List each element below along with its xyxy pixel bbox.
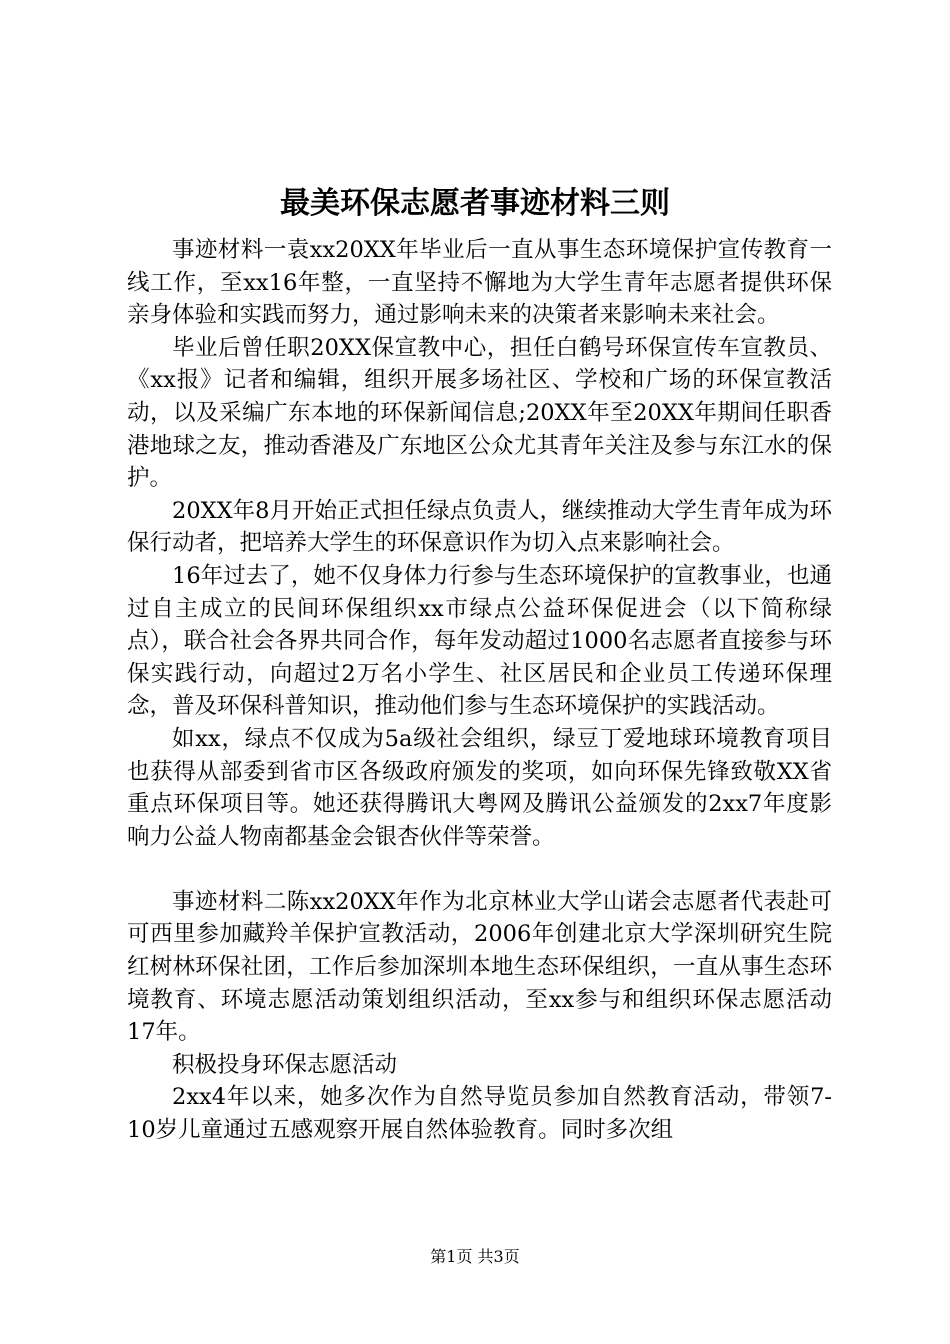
paragraph: 事迹材料一袁xx20XX年毕业后一直从事生态环境保护宣传教育一线工作，至xx16年整，一直坚持不懈地为大学生青年志愿者提供环保亲身体验和实践而努力，通过影响未来的决策者来影响未来社会。 <box>127 237 832 329</box>
page-footer: 第1页 共3页 <box>430 1247 520 1266</box>
document-body <box>127 234 832 1147</box>
paragraph: 2xx4年以来，她多次作为自然导览员参加自然教育活动，带领7-10岁儿童通过五感观察开展自然体验教育。同时多次组 <box>127 1084 832 1144</box>
blank-line <box>127 853 832 886</box>
paragraph: 16年过去了，她不仅身体力行参与生态环境保护的宣教事业，也通过自主成立的民间环保组织xx市绿点公益环保促进会（以下简称绿点），联合社会各界共同合作，每年发动超过1000名志愿者直接参与环保实践行动，向超过2万名小学生、社区居民和企业员工传递环保理念，普及环保科普知识，推动他们参与生态环境保护的实践活动。 <box>127 562 832 720</box>
section-heading: 积极投身环保志愿活动 <box>172 1051 398 1078</box>
paragraph: 事迹材料二陈xx20XX年作为北京林业大学山诺会志愿者代表赴可可西里参加藏羚羊保护宣教活动，2006年创建北京大学深圳研究生院红树林环保社团，工作后参加深圳本地生态环保组织，一直从事生态环境教育、环境志愿活动策划组织活动，至xx参与和组织环保志愿活动17年。 <box>127 888 832 1046</box>
paragraph: 如xx，绿点不仅成为5a级社会组织，绿豆丁爱地球环境教育项目也获得从部委到省市区各级政府颁发的奖项，如向环保先锋致敬XX省重点环保项目等。她还获得腾讯大粤网及腾讯公益颁发的2xx7年度影响力公益人物南都基金会银杏伙伴等荣誉。 <box>127 725 832 850</box>
document-title: 最美环保志愿者事迹材料三则 <box>280 186 670 221</box>
paragraph: 20XX年8月开始正式担任绿点负责人，继续推动大学生青年成为环保行动者，把培养大学生的环保意识作为切入点来影响社会。 <box>127 497 832 557</box>
paragraph: 毕业后曾任职20XX保宣教中心，担任白鹤号环保宣传车宣教员、《xx报》记者和编辑，组织开展多场社区、学校和广场的环保宣教活动，以及采编广东本地的环保新闻信息;20XX年至20XX年期间任职香港地球之友，推动香港及广东地区公众尤其青年关注及参与东江水的保护。 <box>127 334 832 492</box>
